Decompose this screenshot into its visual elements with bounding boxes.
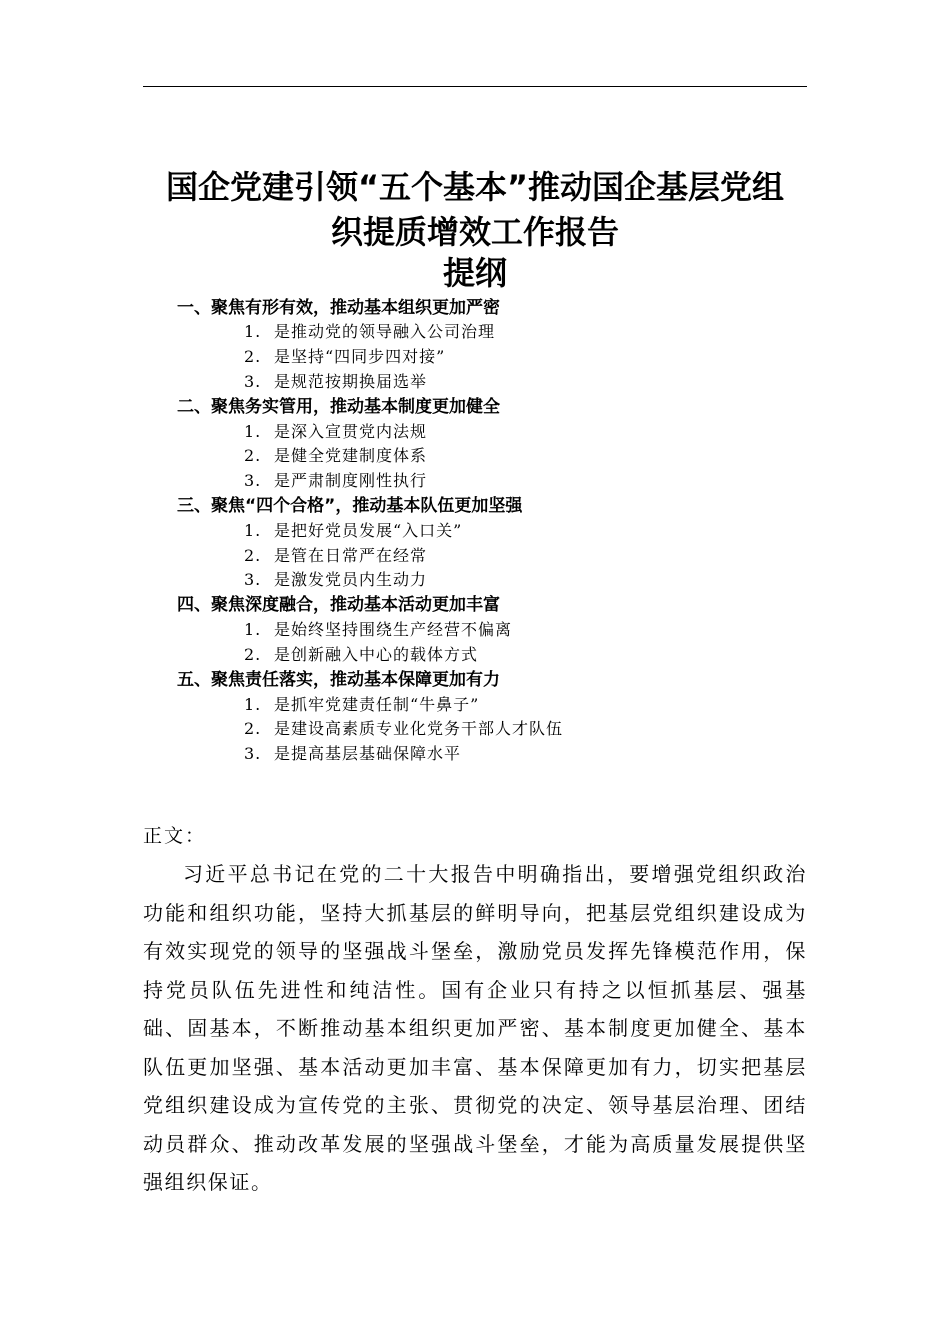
item-text: 是激发党员内生动力 bbox=[274, 570, 428, 589]
title-line-1: 国企党建引领“五个基本”推动国企基层党组 bbox=[165, 168, 785, 206]
item-text: 是健全党建制度体系 bbox=[274, 446, 428, 465]
item-number: 3. bbox=[244, 744, 262, 763]
item-number: 1. bbox=[244, 695, 262, 714]
item-text: 是抓牢党建责任制“牛鼻子” bbox=[274, 695, 480, 714]
item-text: 是管在日常严在经常 bbox=[274, 546, 428, 565]
body-label: 正文： bbox=[143, 825, 207, 847]
outline-item bbox=[244, 693, 479, 717]
item-number: 1. bbox=[244, 422, 262, 441]
item-number: 2. bbox=[244, 719, 262, 738]
item-number: 2. bbox=[244, 446, 262, 465]
item-number: 3. bbox=[244, 471, 262, 490]
title-line-2: 织提质增效工作报告 bbox=[330, 213, 619, 251]
outline-item bbox=[244, 519, 462, 543]
outline-item bbox=[244, 444, 427, 468]
outline-item bbox=[244, 370, 427, 394]
item-number: 1. bbox=[244, 620, 262, 639]
outline-item bbox=[244, 742, 461, 766]
outline-item bbox=[244, 420, 427, 444]
item-text: 是推动党的领导融入公司治理 bbox=[274, 322, 496, 341]
item-number: 2. bbox=[244, 347, 262, 366]
outline-item bbox=[244, 320, 495, 344]
item-number: 3. bbox=[244, 570, 262, 589]
outline-item bbox=[244, 618, 512, 642]
item-text: 是创新融入中心的载体方式 bbox=[274, 645, 479, 664]
outline-item bbox=[244, 717, 563, 741]
section-title: 五、聚焦责任落实，推动基本保障更加有力 bbox=[177, 670, 500, 690]
section-title: 二、聚焦务实管用，推动基本制度更加健全 bbox=[177, 397, 500, 417]
item-text: 是深入宣贯党内法规 bbox=[274, 422, 428, 441]
document-title bbox=[100, 165, 850, 255]
item-text: 是建设高素质专业化党务干部人才队伍 bbox=[274, 719, 564, 738]
item-text: 是始终坚持围绕生产经营不偏离 bbox=[274, 620, 513, 639]
outline-heading: 提纲 bbox=[442, 254, 507, 292]
item-number: 1. bbox=[244, 521, 262, 540]
section-title: 一、聚焦有形有效，推动基本组织更加严密 bbox=[177, 298, 500, 318]
item-text: 是把好党员发展“入口关” bbox=[274, 521, 463, 540]
outline-item bbox=[244, 345, 445, 369]
item-text: 是提高基层基础保障水平 bbox=[274, 744, 462, 763]
item-number: 2. bbox=[244, 546, 262, 565]
outline-item bbox=[244, 568, 427, 592]
section-title: 四、聚焦深度融合，推动基本活动更加丰富 bbox=[177, 595, 500, 615]
item-text: 是坚持“四同步四对接” bbox=[274, 347, 446, 366]
header-rule bbox=[143, 86, 807, 87]
item-number: 3. bbox=[244, 372, 262, 391]
outline-item bbox=[244, 643, 478, 667]
item-number: 2. bbox=[244, 645, 262, 664]
item-text: 是严肃制度刚性执行 bbox=[274, 471, 428, 490]
section-title: 三、聚焦“四个合格”，推动基本队伍更加坚强 bbox=[177, 496, 523, 516]
item-text: 是规范按期换届选举 bbox=[274, 372, 428, 391]
outline-item bbox=[244, 544, 427, 568]
body-paragraph: 习近平总书记在党的二十大报告中明确指出，要增强党组织政治功能和组织功能，坚持大抓基层的鲜明导向，把基层党组织建设成为有效实现党的领导的坚强战斗堡垒，激励党员发挥先锋模范作用，保持党员队伍先进性和纯洁性。国有企业只有持之以恒抓基层、强基础、固基本，不断推动基本组织更加严密、基本制度更加健全、基本队伍更加坚强、基本活动更加丰富、基本保障更加有力，切实把基层党组织建设成为宣传党的主张、贯彻党的决定、领导基层治理、团结动员群众、推动改革发展的坚强战斗堡垒，才能为高质量发展提供坚强组织保证。 bbox=[143, 862, 807, 1194]
item-number: 1. bbox=[244, 322, 262, 341]
outline-item bbox=[244, 469, 427, 493]
